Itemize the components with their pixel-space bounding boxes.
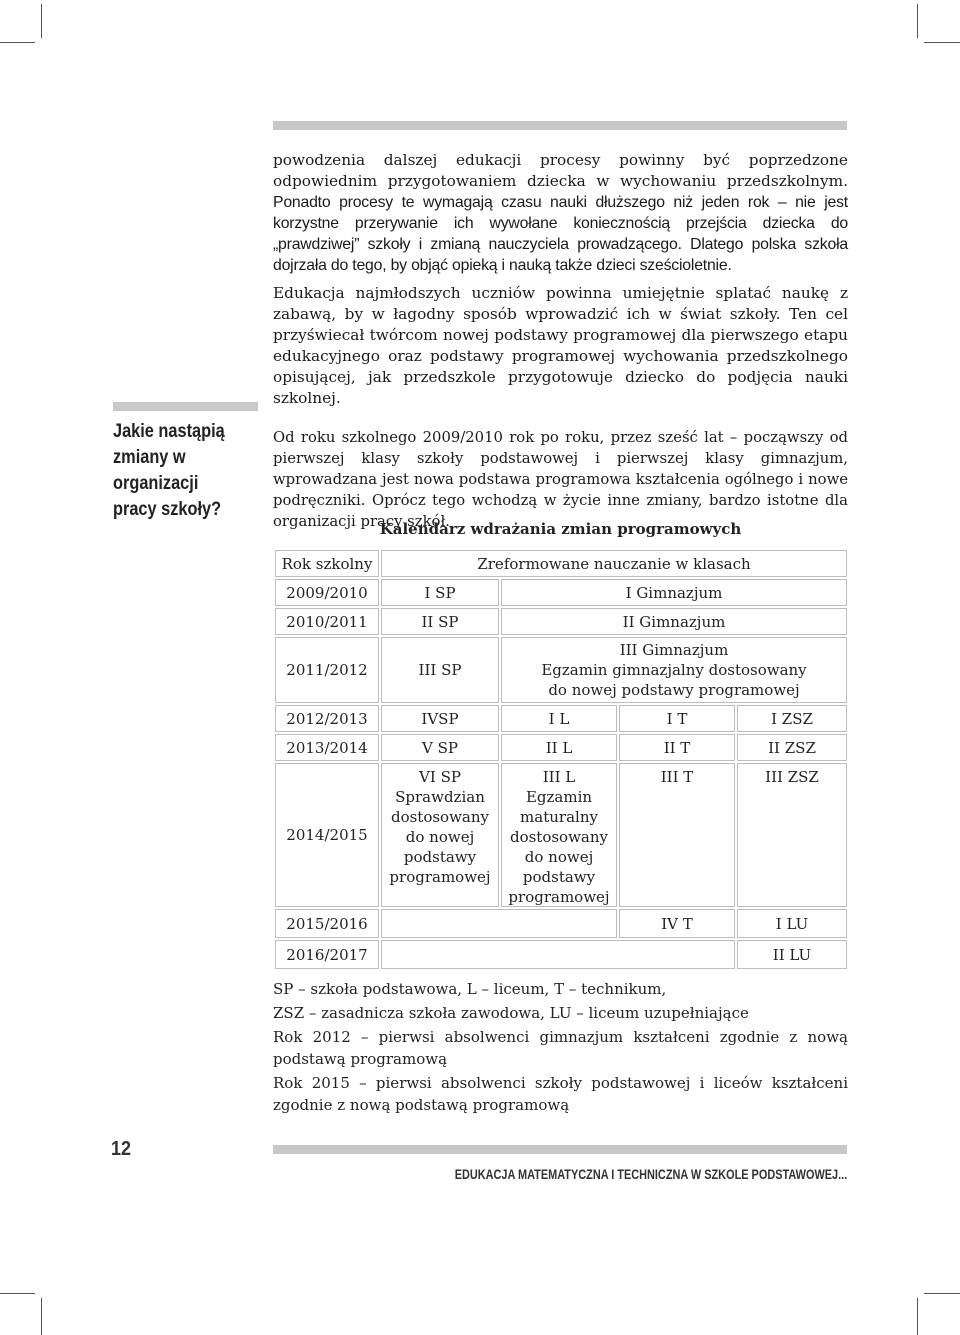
sp-line: do nowej — [405, 828, 475, 846]
l-line: do nowej — [524, 848, 594, 866]
table-row — [274, 578, 848, 607]
legend-line: Rok 2012 – pierwsi absolwenci gimnazjum kształceni zgodnie z nową podstawą programową — [273, 1028, 848, 1068]
l-line: podstawy — [522, 868, 596, 886]
sp-cell — [380, 762, 500, 908]
year-cell: 2009/2010 — [274, 578, 380, 607]
intro-paragraph-1-cont: Ponadto procesy te wymagają czasu nauki dłuższego niż jeden rok – nie jest korzystne przerywanie ich wywołane koniecznością przejścia dziecka do „prawdziwej” szkoły i zmianą nauczyciela prowadzącego. Dlatego polska szkoła dojrzała do tego, by objąć opieką i nauką także dzieci sześcioletnie. — [273, 194, 848, 274]
gim-cell — [500, 636, 848, 704]
t-cell: III T — [618, 762, 736, 908]
legend-line: ZSZ – zasadnicza szkoła zawodowa, LU – liceum uzupełniające — [273, 1004, 749, 1022]
table-row — [274, 636, 848, 704]
legend-line: SP – szkoła podstawowa, L – liceum, T – technikum, — [273, 980, 667, 998]
l-cell: I L — [500, 704, 618, 733]
l-line: Egzamin — [525, 788, 593, 806]
sp-cell: III SP — [380, 636, 500, 704]
year-cell: 2013/2014 — [274, 733, 380, 762]
year-cell: 2012/2013 — [274, 704, 380, 733]
crop-mark — [924, 42, 960, 43]
zsz-cell: II LU — [736, 939, 848, 970]
gim-cell: I Gimnazjum — [500, 578, 848, 607]
crop-mark — [41, 1298, 42, 1335]
intro-paragraph-1 — [273, 150, 848, 276]
crop-mark — [917, 4, 918, 38]
schedule-table — [273, 548, 849, 971]
zsz-cell: II ZSZ — [736, 733, 848, 762]
gim-line: III Gimnazjum — [619, 641, 729, 659]
sp-line: dostosowany — [390, 808, 490, 826]
crop-mark — [917, 1298, 918, 1335]
sp-line: Sprawdzian — [395, 788, 485, 806]
side-question-heading: Jakie nastąpią zmiany w organizacji pracy szkoły? — [113, 421, 225, 520]
l-line: maturalny — [520, 808, 598, 826]
zsz-cell: I LU — [736, 908, 848, 939]
legend-line: Rok 2015 – pierwsi absolwenci szkoły podstawowej i liceów kształceni zgodnie z nową podstawą programową — [273, 1074, 848, 1114]
gim-line: do nowej podstawy programowej — [548, 681, 800, 699]
crop-mark — [0, 1293, 35, 1294]
t-cell: I T — [618, 704, 736, 733]
t-cell: II T — [618, 733, 736, 762]
t-cell: IV T — [618, 908, 736, 939]
intro-paragraph-2 — [273, 283, 848, 409]
crop-mark — [0, 42, 35, 43]
page-number: 12 — [111, 1138, 132, 1160]
l-line: III L — [542, 768, 576, 786]
header-year-cell: Rok szkolny — [274, 549, 380, 578]
header-classes-cell: Zreformowane nauczanie w klasach — [380, 549, 848, 578]
empty-cell — [380, 908, 618, 939]
crop-mark — [41, 4, 42, 38]
table-title: Kalendarz wdrażania zmian programowych — [379, 520, 742, 538]
bottom-rule — [273, 1145, 847, 1154]
side-rule — [113, 402, 258, 411]
year-cell: 2014/2015 — [274, 762, 380, 908]
year-cell: 2010/2011 — [274, 607, 380, 636]
sp-line: podstawy — [403, 848, 477, 866]
sp-cell: I SP — [380, 578, 500, 607]
sp-cell: II SP — [380, 607, 500, 636]
l-line: dostosowany — [509, 828, 609, 846]
gim-cell: II Gimnazjum — [500, 607, 848, 636]
crop-mark — [924, 1293, 960, 1294]
footer-title: EDUKACJA MATEMATYCZNA I TECHNICZNA W SZKOLE PODSTAWOWEJ... — [454, 1166, 847, 1182]
gim-line: Egzamin gimnazjalny dostosowany — [541, 661, 807, 679]
table-row — [274, 762, 848, 908]
sp-cell: IVSP — [380, 704, 500, 733]
year-cell: 2011/2012 — [274, 636, 380, 704]
changes-paragraph: Od roku szkolnego 2009/2010 rok po roku, przez sześć lat – począwszy od pierwszej klasy szkoły podstawowej i pierwszej klasy gimnazjum, wprowadzana jest nowa podstawa programowa kształcenia ogólnego i nowe podręczniki. Oprócz tego wchodzą w życie inne zmiany, bardzo istotne dla organizacji pracy szkół. — [273, 429, 848, 530]
sp-line: programowej — [389, 868, 491, 886]
table-row — [274, 607, 848, 636]
l-line: programowej — [508, 888, 610, 906]
sp-line: VI SP — [419, 768, 461, 786]
top-rule — [273, 121, 847, 130]
zsz-cell: I ZSZ — [736, 704, 848, 733]
sp-cell: V SP — [380, 733, 500, 762]
table-row — [274, 549, 848, 578]
l-cell — [500, 762, 618, 908]
intro-paragraph-2-text: Edukacja najmłodszych uczniów powinna umiejętnie splatać naukę z zabawą, by w łagodny sposób wprowadzić ich w świat szkoły. — [273, 284, 848, 323]
table-row — [274, 908, 848, 939]
year-cell: 2016/2017 — [274, 939, 380, 970]
table-row — [274, 733, 848, 762]
l-cell: II L — [500, 733, 618, 762]
table-legend — [273, 978, 848, 1118]
intro-paragraph-2-cont: Ten cel przyświecał twórcom nowej podstawy programowej dla pierwszego etapu edukacyjnego oraz podstawy programowej wychowania przedszkolnego opisującej, jak przedszkole przygotowuje dziecko do podjęcia nauki szkolnej. — [273, 305, 848, 407]
intro-paragraph-1-text: powodzenia dalszej edukacji procesy powinny być poprzedzone odpowiednim przygotowaniem dziecka w wychowaniu przedszkolnym. — [273, 151, 848, 190]
table-row — [274, 939, 848, 970]
zsz-cell: III ZSZ — [736, 762, 848, 908]
empty-cell — [380, 939, 736, 970]
year-cell: 2015/2016 — [274, 908, 380, 939]
table-row — [274, 704, 848, 733]
